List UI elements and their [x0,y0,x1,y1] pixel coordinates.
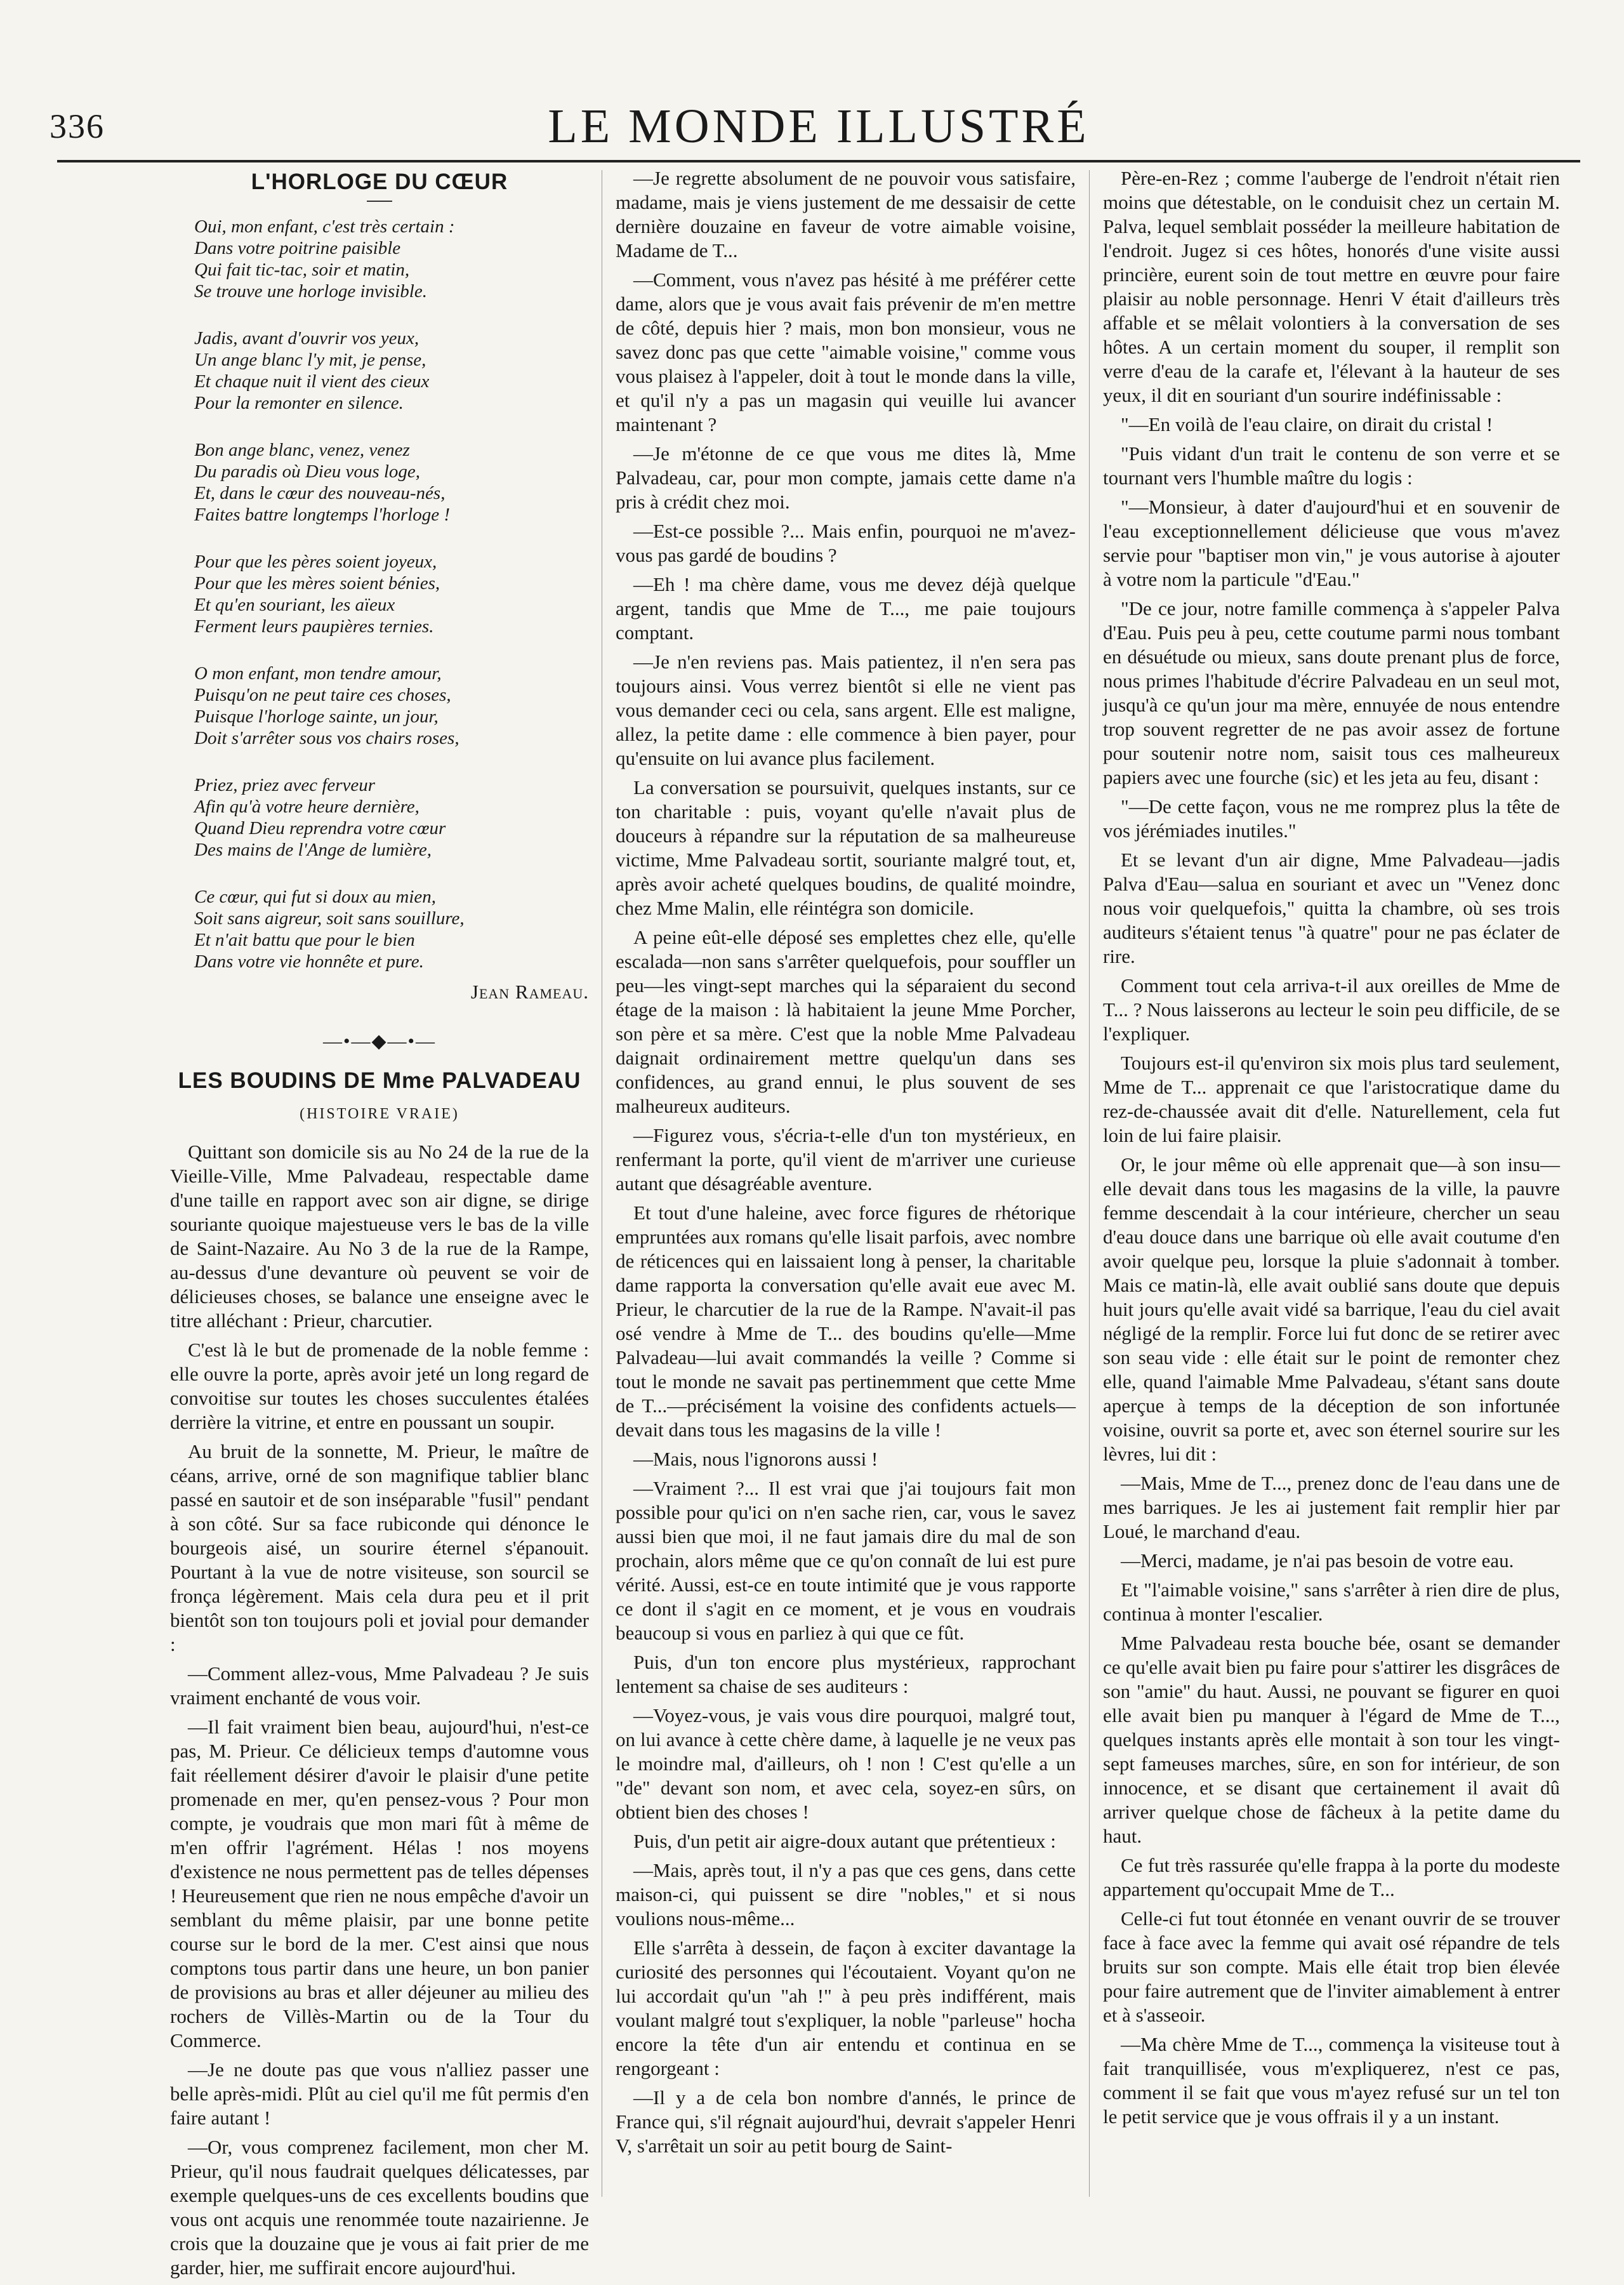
paragraph: "De ce jour, notre famille commença à s'appeler Palva d'Eau. Puis peu à peu, cette coutume parmi nous tombant en désuétude ou mieux, sans doute prenant plus de force, nous primes l'habitude d'écrire Palvadeau en un seul mot, jusqu'à ce qu'un jour ma mère, ennuyée de nous entendre trop souvent regretter de ne pas avoir assez de fortune pour soutenir notre nom, saisit tous ces malheureux papiers avec une fourche (sic) et les jeta au feu, disant : [1103,597,1560,788]
column-divider [1089,170,1090,2197]
paragraph: —Comment allez-vous, Mme Palvadeau ? Je suis vraiment enchanté de vous voir. [170,1662,589,1709]
poem-stanza: Ce cœur, qui fut si doux au mien, Soit sans aigreur, soit sans souillure, Et n'ait battu que pour le bien Dans votre vie honnête et pure. [194,887,465,972]
journal-title: LE MONDE ILLUSTRÉ [548,100,1090,153]
poem-author: Jean Rameau. [470,981,589,1003]
paragraph: "Puis vidant d'un trait le contenu de son verre et se tournant vers l'humble maître du logis : [1103,442,1560,489]
paragraph: Et "l'aimable voisine," sans s'arrêter à rien dire de plus, continua à monter l'escalier. [1103,1579,1560,1625]
story-text-col1 [170,1140,589,2280]
paragraph: Quittant son domicile sis au No 24 de la rue de la Vieille-Ville, Mme Palvadeau, respectable dame d'une taille en rapport avec son air digne, se dirige souriante quoique majestueuse vers le bas de la ville de Saint-Nazaire. Au No 3 de la rue de la Rampe, au-dessus d'une devanture où peuvent se voir de délicieuses choses, se balance une enseigne avec le titre alléchant : Prieur, charcutier. [170,1141,589,1332]
paragraph: Et se levant d'un air digne, Mme Palvadeau—jadis Palva d'Eau—salua en souriant et avec un "Venez donc nous voir quelquefois," quitta la chambre, où ses trois auditeurs s'étaient tenus "à quatre" pour ne pas éclater de rire. [1103,849,1560,967]
poem-stanza: Jadis, avant d'ouvrir vos yeux, Un ange blanc l'y mit, je pense, Et chaque nuit il vient des cieux Pour la remonter en silence. [194,328,430,413]
poem-stanza: Oui, mon enfant, c'est très certain : Dans votre poitrine paisible Qui fait tic-tac, soir et matin, Se trouve une horloge invisible. [194,216,455,301]
paragraph: —Je n'en reviens pas. Mais patientez, il n'en sera pas toujours ainsi. Vous verrez bientôt si elle ne vient pas vous demander ceci ou cela, sans argent. Elle est maligne, allez, la petite dame : elle commence à bien payer, pour qu'ensuite on lui avance plus facilement. [616,651,1076,769]
poem-stanzas [170,216,589,972]
paragraph: La conversation se poursuivit, quelques instants, sur ce ton charitable : puis, voyant qu'elle n'avait plus de douceurs à répandre sur la réputation de sa malheureuse victime, Mme Palvadeau sortit, souriante malgré tout, et, après avoir acheté quelques boudins, de qualité moindre, chez Mme Malin, elle réintégra son domicile. [616,776,1076,919]
paragraph: Et tout d'une haleine, avec force figures de rhétorique empruntées aux romans qu'elle lisait parfois, avec nombre de réticences qui en laissaient long à penser, la charitable dame rapporta la conversation qu'elle avait eue avec M. Prieur, le charcutier de la rue de la Rampe. N'avait-il pas osé vendre à Mme de T... des boudins qu'elle—Mme Palvadeau—lui avait commandés la veille ? Comme si tout le monde ne savait pas pertinemment que cette Mme de T...—précisément la voisine des confidents actuels—devait dans tous les magasins de la ville ! [616,1202,1076,1441]
paragraph: Elle s'arrêta à dessein, de façon à exciter davantage la curiosité des personnes qui l'écoutaient. Voyant qu'on ne lui accordait qu'un "ah !" à peu près indifférent, mais voulant malgré tout s'expliquer, la noble "parleuse" hocha encore la tête d'un air entendu et continua en se rengorgeant : [616,1937,1076,2079]
paragraph: —Je regrette absolument de ne pouvoir vous satisfaire, madame, mais je viens justement de me dessaisir de cette dernière douzaine en faveur de votre aimable voisine, Madame de T... [616,167,1076,262]
paragraph: —Mais, nous l'ignorons aussi ! [633,1448,878,1470]
story-title: LES BOUDINS DE Mme PALVADEAU [178,1068,581,1093]
column-2 [616,166,1076,2163]
paragraph: —Comment, vous n'avez pas hésité à me préférer cette dame, alors que je vous avait fais prévenir de m'en mettre de côté, depuis hier ? mais, mon bon monsieur, vous ne savez donc pas que cette "aimable voisine," comme vous vous plaisez à l'appeler, doit à tout le monde dans la ville, et qu'il n'y a pas un magasin qui veuille lui avancer maintenant ? [616,268,1076,435]
paragraph: —Est-ce possible ?... Mais enfin, pourquoi ne m'avez-vous pas gardé de boudins ? [616,520,1076,566]
masthead [44,95,1593,171]
paragraph: C'est là le but de promenade de la noble femme : elle ouvre la porte, après avoir jeté un long regard de convoitise sur toutes les choses succulentes étalées derrière la vitrine, et entre en poussant un soupir. [170,1339,589,1433]
poem-stanza: Bon ange blanc, venez, venez Du paradis où Dieu vous loge, Et, dans le cœur des nouveau-nés, Faites battre longtemps l'horloge ! [194,440,451,525]
poem-title: L'HORLOGE DU CŒUR [251,169,508,194]
column-1 [170,166,589,2285]
paragraph: —Mais, Mme de T..., prenez donc de l'eau dans une de mes barriques. Je les ai justement fait remplir hier par Loué, le marchand d'eau. [1103,1472,1560,1542]
paragraph: —Je ne doute pas que vous n'alliez passer une belle après-midi. Plût au ciel qu'il me fût permis d'en faire autant ! [170,2058,589,2129]
paragraph: —Vraiment ?... Il est vrai que j'ai toujours fait mon possible pour qu'ici on n'en sache rien, car, vous le savez aussi bien que moi, il ne faut jamais dire du mal de son prochain, alors même que ce qu'on connaît de lui est pure vérité. Aussi, est-ce en toute intimité que je vous rapporte ce dont il s'agit en ce moment, et je vous en voudrais beaucoup si vous en parliez à qui que ce fût. [616,1477,1076,1644]
paragraph: Celle-ci fut tout étonnée en venant ouvrir de se trouver face à face avec la femme qui avait osé répandre de tels bruits sur son compte. Mais elle était trop bien élevée pour faire autrement que de l'inviter aimablement à entrer et à s'asseoir. [1103,1907,1560,2026]
paragraph: A peine eût-elle déposé ses emplettes chez elle, qu'elle escalada—non sans s'arrêter quelquefois, pour souffler un peu—les vingt-sept marches qui la séparaient du second étage de la maison : là habitaient la jeune Mme Porcher, son père et sa mère. C'est que la noble Mme Palvadeau daignait ordinairement mettre quelqu'un dans ses confidences, au grand ennui, le plus souvent de ses malheureux auditeurs. [616,926,1076,1117]
paragraph: Père-en-Rez ; comme l'auberge de l'endroit n'était rien moins que détestable, on le conduisit chez un certain M. Palva, lequel semblait posséder la meilleure habitation de l'endroit. Jugez si ces hôtes, honorés d'une visite aussi princière, eurent soin de tout mettre en œuvre pour faire plaisir au noble personnage. Henri V était d'ailleurs très affable et se mêlait volontiers à la conversation de ses hôtes. A un certain moment du souper, il remplit son verre d'eau de la carafe et, l'élevant à la hauteur de ses yeux, il dit en souriant d'un sourire indéfinissable : [1103,167,1560,406]
paragraph: "—En voilà de l'eau claire, on dirait du cristal ! [1121,413,1493,435]
paragraph: —Il fait vraiment bien beau, aujourd'hui, n'est-ce pas, M. Prieur. Ce délicieux temps d'automne vous fait réellement désirer d'avoir le plaisir d'une petite promenade en mer, qu'en pensez-vous ? Pour mon compte, je voudrais que mon mari fût à même de m'en offrir l'agrément. Hélas ! nos moyens d'existence ne nous permettent pas de telles dépenses ! Heureusement que rien ne nous empêche d'avoir un semblant du même plaisir, par une bonne petite course sur le bord de la mer. C'est ainsi que nous comptons tous partir dans une heure, un bon panier de provisions au bras et aller déjeuner au milieu des rochers de Villès-Martin ou de la Tour du Commerce. [170,1716,589,2051]
section-ornament: —•—◆—•— [322,1031,437,1052]
paragraph: Au bruit de la sonnette, M. Prieur, le maître de céans, arrive, orné de son magnifique tablier blanc passé en sautoir et de son inséparable "fusil" pendant à son côté. Sur sa face rubiconde qui dénonce le bourgeois aisé, un sourire éternel s'épanouit. Pourtant à la vue de notre visiteuse, son sourcil se fronça légèrement. Mais cela dura peu et il prit bientôt son ton toujours poli et jovial pour demander : [170,1440,589,1655]
paragraph: —Figurez vous, s'écria-t-elle d'un ton mystérieux, en renfermant la porte, qu'il vient de m'arriver une curieuse autant que désagréable aventure. [616,1124,1076,1195]
paragraph: —Or, vous comprenez facilement, mon cher M. Prieur, qu'il nous faudrait quelques délicatesses, par exemple quelques-uns de ces excellents boudins que vous ont acquis une renommée toute nazairienne. Je crois que la douzaine que je vous ai fait prier de me garder, hier, me suffirait encore aujourd'hui. [170,2136,589,2279]
paragraph: Toujours est-il qu'environ six mois plus tard seulement, Mme de T... apprenait ce que l'aristocratique dame du rez-de-chaussée avait dit d'elle. Naturellement, cela fut loin de lui faire plaisir. [1103,1052,1560,1146]
story-subtitle: (HISTOIRE VRAIE) [300,1106,459,1122]
page-number: 336 [50,107,105,145]
title-rule [367,201,392,202]
paragraph: Comment tout cela arriva-t-il aux oreilles de Mme de T... ? Nous laisserons au lecteur le soin peu difficile, de se l'expliquer. [1103,974,1560,1045]
paragraph: —Mais, après tout, il n'y a pas que ces gens, dans cette maison-ci, qui puissent se dire "nobles," et si nous voulions nous-même... [616,1859,1076,1930]
poem-stanza: O mon enfant, mon tendre amour, Puisqu'on ne peut taire ces choses, Puisque l'horloge sainte, un jour, Doit s'arrêter sous vos chairs roses, [194,663,459,748]
paragraph: "—De cette façon, vous ne me romprez plus la tête de vos jérémiades inutiles." [1103,795,1560,842]
paragraph: —Voyez-vous, je vais vous dire pourquoi, malgré tout, on lui avance à cette chère dame, à laquelle je ne veux pas le moindre mal, d'ailleurs, oh ! non ! C'est qu'elle a un "de" devant son nom, et avec cela, soyez-en sûrs, on obtient bien des choses ! [616,1704,1076,1823]
paragraph: Puis, d'un petit air aigre-doux autant que prétentieux : [633,1830,1056,1852]
paragraph: —Il y a de cela bon nombre d'annés, le prince de France qui, s'il régnait aujourd'hui, devrait s'appeler Henri V, s'arrêtait un soir au petit bourg de Saint- [616,2086,1076,2157]
paragraph: Mme Palvadeau resta bouche bée, osant se demander ce qu'elle avait bien pu faire pour s'attirer les disgrâces de son "amie" du haut. Aussi, ne pouvant se figurer en quoi elle avait bien pu manquer à l'égard de Mme de T..., quelques instants après elle montait à son tour les vingt-sept fameuses marches, sûre, en son for intérieur, de son innocence, et se disant que certainement il avait dû arriver quelque chose de fâcheux à la petite dame du haut. [1103,1632,1560,1847]
paragraph: Ce fut très rassurée qu'elle frappa à la porte du modeste appartement qu'occupait Mme de T... [1103,1854,1560,1900]
paragraph: —Merci, madame, je n'ai pas besoin de votre eau. [1121,1549,1514,1572]
paragraph: Puis, d'un ton encore plus mystérieux, rapprochant lentement sa chaise de ses auditeurs : [616,1651,1076,1697]
poem-stanza: Priez, priez avec ferveur Afin qu'à votre heure dernière, Quand Dieu reprendra votre cœur Des mains de l'Ange de lumière, [194,775,446,860]
masthead-rule [57,160,1580,162]
paragraph: —Je m'étonne de ce que vous me dites là, Mme Palvadeau, car, pour mon compte, jamais cette dame n'a pris à crédit chez moi. [616,442,1076,513]
poem-stanza: Pour que les pères soient joyeux, Pour que les mères soient bénies, Et qu'en souriant, les aïeux Ferment leurs paupières ternies. [194,552,440,637]
paragraph: —Eh ! ma chère dame, vous me devez déjà quelque argent, tandis que Mme de T..., me paie toujours comptant. [616,573,1076,644]
paragraph: Or, le jour même où elle apprenait que—à son insu—elle devait dans tous les magasins de la ville, la pauvre femme descendait à la cour intérieure, chercher un seau d'eau douce dans une barrique où elle avait coutume d'en avoir quelque peu, lorsque la pluie s'adonnait à tomber. Mais ce matin-là, elle avait oublié sans doute que depuis huit jours qu'elle avait vidé sa barrique, l'eau du ciel avait négligé de la remplir. Force lui fut donc de se retirer avec son seau vide : elle était sur le point de remonter chez elle, quand l'aimable Mme Palvadeau, s'étant sans doute aperçue à temps de la déception de son infortunée voisine, ouvrit sa porte et, avec son éternel sourire sur les lèvres, lui dit : [1103,1153,1560,1465]
paragraph: "—Monsieur, à dater d'aujourd'hui et en souvenir de l'eau exceptionnellement délicieuse que vous m'avez servie pour "baptiser mon vin," je vous autorise à ajouter à votre nom la particule "d'Eau." [1103,496,1560,590]
column-3 [1103,166,1560,2134]
paragraph: —Ma chère Mme de T..., commença la visiteuse tout à fait tranquillisée, vous m'expliquerez, n'est ce pas, comment il se fait que vous m'ayez refusé sur un tel ton le petit service que je vous offrais il y a un instant. [1103,2033,1560,2128]
